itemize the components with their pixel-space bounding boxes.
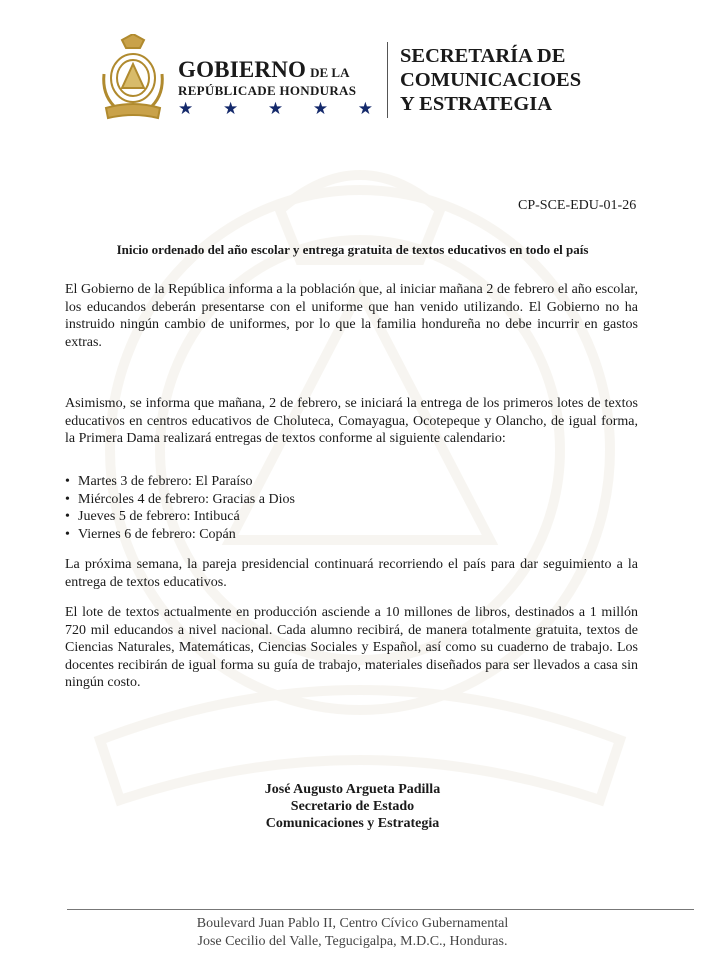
paragraph-2: Asimismo, se informa que mañana, 2 de febrero, se iniciará la entrega de los primeros lotes de textos educativos en centros educativos de Choluteca, Comayagua, Ocotepeque y Olancho, de igual forma, la Primera Dama realizará entregas de textos conforme al siguiente calendario: bbox=[65, 396, 638, 446]
list-item bbox=[65, 491, 638, 509]
paragraph-1: El Gobierno de la República informa a la población que, al iniciar mañana 2 de febrero el año escolar, los educandos deberán presentarse con el uniforme que han venido utilizando. El Gobierno no ha instruido ningún cambio de uniformes, por lo que la familia hondureña no debe incurrir en gastos extras. bbox=[65, 282, 638, 350]
star-icon: ★ bbox=[267, 99, 284, 118]
star-icon: ★ bbox=[178, 99, 194, 118]
footer-line-1: Boulevard Juan Pablo II, Centro Cívico Gubernamental bbox=[196, 916, 509, 931]
bullet-icon: • bbox=[65, 509, 70, 524]
gov-title-small: DE LA bbox=[310, 65, 350, 80]
list-item bbox=[65, 508, 638, 526]
gov-subtitle: REPÚBLICADE HONDURAS bbox=[178, 83, 357, 98]
secretaria-line-3: Y ESTRATEGIA bbox=[400, 93, 553, 115]
signer-title: Secretario de Estado bbox=[290, 799, 415, 814]
star-icon: ★ bbox=[357, 99, 373, 118]
stars-row bbox=[178, 99, 373, 119]
schedule-item-text: Miércoles 4 de febrero: Gracias a Dios bbox=[78, 491, 295, 507]
footer-line-2: Jose Cecilio del Valle, Tegucigalpa, M.D.C., Honduras. bbox=[197, 934, 508, 949]
secretaria-line-1: SECRETARÍA DE bbox=[400, 45, 566, 67]
letterhead bbox=[0, 0, 705, 140]
bullet-icon: • bbox=[65, 474, 70, 489]
footer-address bbox=[0, 915, 705, 951]
coat-of-arms-logo-icon bbox=[100, 34, 166, 120]
paragraph-3: La próxima semana, la pareja presidencial continuará recorriendo el país para dar seguimiento a la entrega de textos educativos. bbox=[65, 557, 638, 590]
secretaria-title bbox=[400, 44, 581, 116]
footer-divider bbox=[67, 909, 694, 910]
star-icon: ★ bbox=[312, 99, 329, 118]
signer-name: José Augusto Argueta Padilla bbox=[264, 782, 441, 797]
schedule-list bbox=[65, 473, 638, 543]
document-reference: CP-SCE-EDU-01-26 bbox=[518, 198, 637, 213]
document-subject: Inicio ordenado del año escolar y entrega gratuita de textos educativos en todo el país bbox=[116, 242, 589, 257]
secretaria-line-2: COMUNICACIOES bbox=[400, 69, 582, 91]
gov-title-main: GOBIERNO bbox=[178, 57, 307, 82]
list-item bbox=[65, 473, 638, 491]
schedule-item-text: Viernes 6 de febrero: Copán bbox=[78, 526, 236, 542]
header-divider bbox=[387, 42, 388, 118]
bullet-icon: • bbox=[65, 526, 70, 542]
list-item bbox=[65, 526, 638, 544]
schedule-item-text: Jueves 5 de febrero: Intibucá bbox=[78, 509, 240, 524]
government-title bbox=[178, 57, 350, 83]
bullet-icon: • bbox=[65, 491, 70, 507]
star-icon: ★ bbox=[222, 99, 239, 118]
signature-block bbox=[0, 781, 705, 832]
schedule-item-text: Martes 3 de febrero: El Paraíso bbox=[78, 474, 253, 489]
signer-office: Comunicaciones y Estrategia bbox=[265, 816, 440, 831]
paragraph-4: El lote de textos actualmente en producción asciende a 10 millones de libros, destinados a 1 millón 720 mil educandos a nivel nacional. Cada alumno recibirá, de manera totalmente gratuita, textos de Ciencias Naturales, Matemáticas, Ciencias Sociales y Español, así como su cuaderno de trabajo. Los docentes recibirán de igual forma su guía de trabajo, materiales diseñados para ser llevados a casa sin ningún costo. bbox=[65, 605, 638, 690]
